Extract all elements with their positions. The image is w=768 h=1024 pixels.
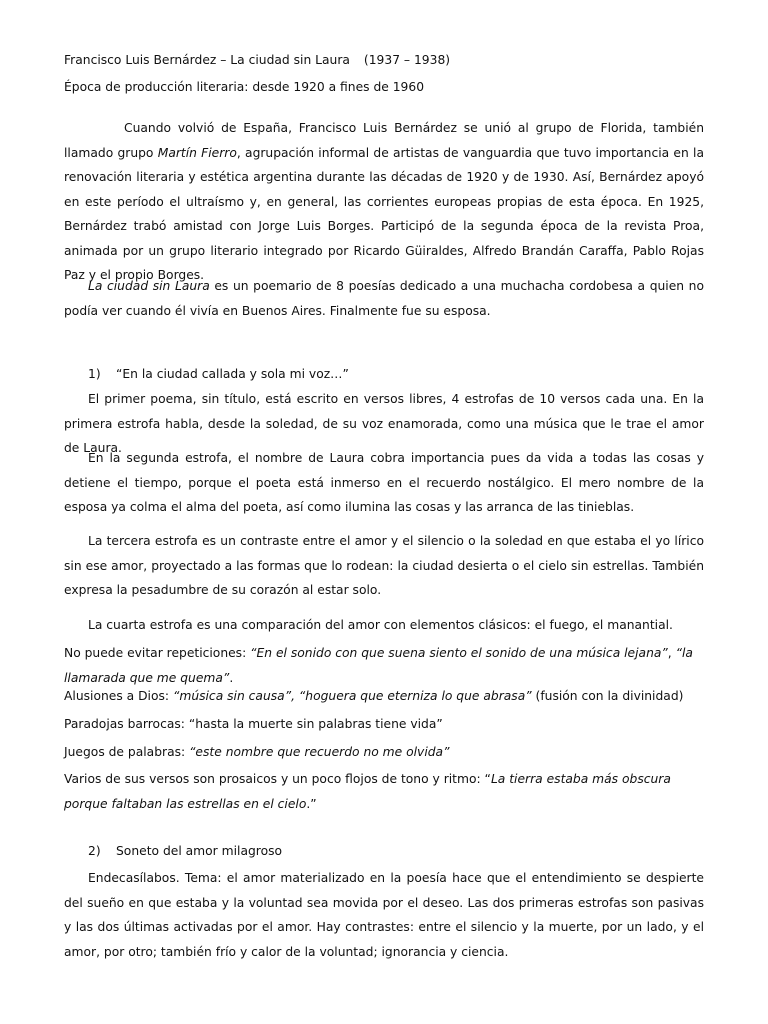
paradoxes-quote: “hasta la muerte sin palabras tiene vida” [188, 717, 443, 731]
god-label: Alusiones a Dios: [64, 689, 173, 703]
poemario-text: es un poemario de 8 poesías dedicado a una muchacha cordobesa a quien no podía ver cuando él vivía en Buenos Aires. Finalmente fue su esposa. [64, 279, 704, 318]
section2-heading [88, 839, 698, 864]
feature-paradoxes [64, 712, 704, 737]
feature-wordplay [64, 740, 704, 765]
section1-title: “En la ciudad callada y sola mi voz…” [116, 367, 349, 381]
repetitions-quote-1: “En el sonido con que suena siento el sonido de una música lejana” [250, 646, 668, 660]
repetitions-end: . [229, 670, 234, 685]
god-quote-2: “hoguera que eterniza lo que abrasa” [298, 689, 532, 703]
section1-paragraph-2: En la segunda estrofa, el nombre de Laura cobra importancia pues da vida a todas las cosas y detiene el tiempo, porque el poeta está inmerso en el recuerdo nostálgico. El mero nombre de la esposa ya colma el alma del poeta, así como ilumina las cosas y las arranca de las tinieblas. [64, 451, 704, 514]
intro-paragraph [64, 116, 704, 288]
prosaic-end: .” [306, 796, 317, 811]
section2-number: 2) [88, 844, 101, 858]
god-separator: , [291, 689, 299, 703]
god-quote-1: “música sin causa” [172, 689, 292, 703]
poemario-paragraph [64, 274, 704, 323]
repetitions-quote-2: “la llamarada que me quema” [64, 646, 693, 685]
title-years: (1937 – 1938) [363, 53, 451, 67]
god-end: (fusión con la divinidad) [531, 689, 684, 703]
section1-paragraph-3: La tercera estrofa es un contraste entre el amor y el silencio o la soledad en que estaba el yo lírico sin ese amor, proyectado a las formas que lo rodean: la ciudad desierta o el cielo sin estrellas. También expresa la pesadumbre de su corazón al estar solo. [64, 534, 704, 597]
section1-number: 1) [88, 367, 101, 381]
section2-title: Soneto del amor milagroso [116, 844, 283, 858]
wordplay-label: Juegos de palabras: [64, 745, 190, 759]
wordplay-quote: “este nombre que recuerdo no me olvida” [189, 745, 450, 759]
section1-heading [88, 362, 698, 387]
feature-god-allusions [64, 684, 704, 709]
repetitions-label: No puede evitar repeticiones: [64, 646, 251, 660]
section2-paragraph: Endecasílabos. Tema: el amor materializado en la poesía hace que el entendimiento se despierte del sueño en que estaba y la voluntad sea movida por el deseo. Las dos primeras estrofas son pasivas y las dos últimas activadas por el amor. Hay contrastes: entre el silencio y la muerte, por un lado, y el amor, por otro; también frío y calor de la voluntad; ignorancia y ciencia. [64, 871, 704, 959]
epoch-line: Época de producción literaria: desde 1920 a fines de 1960 [64, 80, 425, 94]
prosaic-label: Varios de sus versos son prosaicos y un poco flojos de tono y ritmo: “ [64, 772, 491, 786]
section1-paragraph-4: La cuarta estrofa es una comparación del amor con elementos clásicos: el fuego, el manantial. [88, 618, 673, 632]
feature-repetitions [64, 641, 704, 690]
paradoxes-label: Paradojas barrocas: [64, 717, 189, 731]
repetitions-separator: , [667, 646, 676, 660]
title-text: Francisco Luis Bernárdez – La ciudad sin Laura [64, 53, 350, 67]
section1-paragraph-1: El primer poema, sin título, está escrito en versos libres, 4 estrofas de 10 versos cada una. En la primera estrofa habla, desde la soledad, de su voz enamorada, como una música que le trae el amor de Laura. [64, 392, 704, 455]
intro-p1-rest: , agrupación informal de artistas de vanguardia que tuvo importancia en la renovación literaria y estética argentina durante las décadas de 1920 y de 1930. Así, Bernárdez apoyó en este período el ultraísmo y, en general, las corrientes europeas propias de esta época. En 1925, Bernárdez trabó amistad con Jorge Luis Borges. Participó de la segunda época de la revista Proa, animada por un grupo literario integrado por Ricardo Güiraldes, Alfredo Brandán Caraffa, Pablo Rojas Paz y el propio Borges. [64, 145, 704, 282]
intro-p1-text: Cuando volvió de España, Francisco Luis Bernárdez se unió al grupo de Florida, también llamado grupo [64, 121, 704, 160]
feature-prosaic-verses [64, 767, 704, 816]
poemario-title-italic: La ciudad sin Laura [88, 279, 210, 293]
prosaic-quote: La tierra estaba más obscura porque faltaban las estrellas en el cielo [64, 772, 671, 811]
intro-p1-italic: Martín Fierro [157, 145, 237, 160]
document-title [64, 48, 704, 73]
